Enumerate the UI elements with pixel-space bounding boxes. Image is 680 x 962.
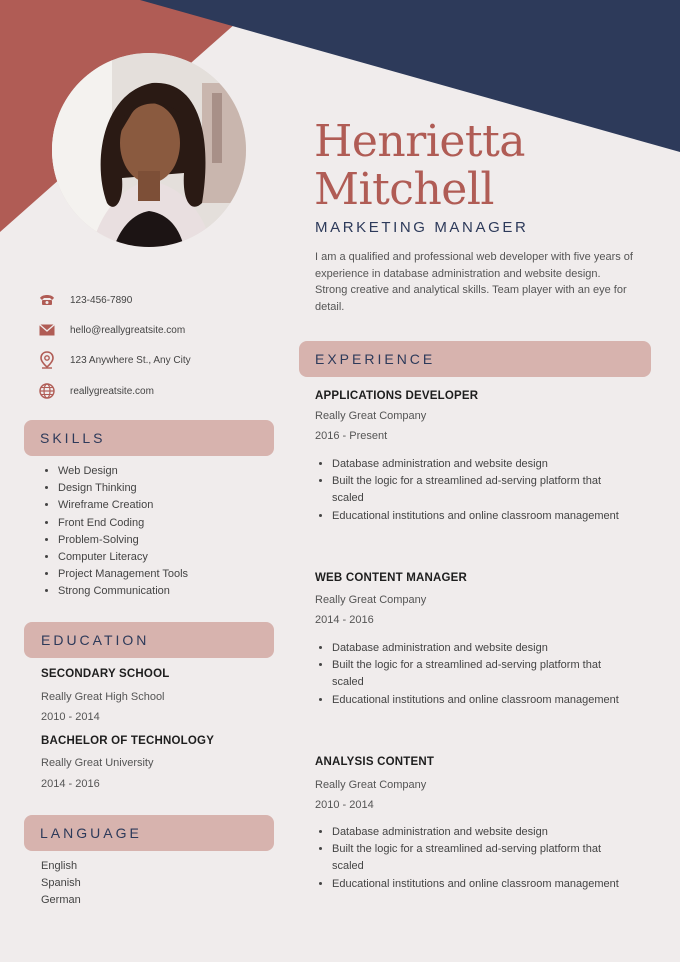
job-title: MARKETING MANAGER xyxy=(315,219,529,236)
skill-item: • Design Thinking xyxy=(58,480,188,497)
job-years: 2014 - 2016 xyxy=(315,614,374,626)
contact-phone xyxy=(38,291,132,309)
job-bullet: • Database administration and website design xyxy=(332,824,632,841)
job-bullet: • Built the logic for a streamlined ad-serving platform that scaled xyxy=(332,473,632,507)
skill-item: • Front End Coding xyxy=(58,515,188,532)
contact-website xyxy=(38,382,154,400)
language-item: English xyxy=(41,860,78,872)
job-bullets xyxy=(315,640,632,709)
job-company: Really Great Company xyxy=(315,410,427,422)
education-degree: SECONDARY SCHOOL xyxy=(41,668,170,680)
job-bullet: • Educational institutions and online classroom management xyxy=(332,508,632,525)
website-text: reallygreatsite.com xyxy=(70,385,154,397)
skills-list xyxy=(41,463,188,601)
job-bullet: • Built the logic for a streamlined ad-serving platform that scaled xyxy=(332,657,632,691)
job-role: WEB CONTENT MANAGER xyxy=(315,572,468,584)
job-years: 2010 - 2014 xyxy=(315,799,374,811)
profile-photo xyxy=(52,53,246,247)
education-years: 2010 - 2014 xyxy=(41,711,100,723)
skills-heading-band xyxy=(24,420,274,456)
contact-email xyxy=(38,321,185,339)
location-pin-icon xyxy=(38,351,56,369)
globe-icon xyxy=(38,382,56,400)
full-name xyxy=(314,118,525,214)
job-bullet: • Educational institutions and online classroom management xyxy=(332,692,632,709)
experience-heading: EXPERIENCE xyxy=(315,351,436,367)
job-bullet: • Educational institutions and online classroom management xyxy=(332,876,632,893)
contact-address xyxy=(38,351,191,369)
address-text: 123 Anywhere St., Any City xyxy=(70,354,191,366)
education-school: Really Great University xyxy=(41,757,154,769)
language-item: Spanish xyxy=(41,877,81,889)
first-name: Henrietta xyxy=(314,116,525,167)
job-role: APPLICATIONS DEVELOPER xyxy=(315,390,479,402)
email-text: hello@reallygreatsite.com xyxy=(70,324,186,336)
job-role: ANALYSIS CONTENT xyxy=(315,756,435,768)
education-heading-band xyxy=(24,622,274,658)
education-heading: EDUCATION xyxy=(41,632,150,648)
job-bullet: • Built the logic for a streamlined ad-serving platform that scaled xyxy=(332,841,632,875)
phone-text: 123-456-7890 xyxy=(70,294,133,306)
job-company: Really Great Company xyxy=(315,594,427,606)
phone-icon xyxy=(38,291,56,309)
language-item: German xyxy=(41,894,81,906)
job-years: 2016 - Present xyxy=(315,430,388,442)
skills-heading: SKILLS xyxy=(40,430,106,446)
job-company: Really Great Company xyxy=(315,779,427,791)
language-heading: LANGUAGE xyxy=(40,825,142,841)
language-list xyxy=(41,858,81,909)
skill-item: • Problem-Solving xyxy=(58,532,188,549)
education-degree: BACHELOR OF TECHNOLOGY xyxy=(41,735,215,747)
mail-icon xyxy=(38,321,56,339)
skill-item: • Wireframe Creation xyxy=(58,497,188,514)
language-heading-band xyxy=(24,815,274,851)
profile-summary: I am a qualified and professional web developer with five years of experience in database administration and website design. Strong creative and analytical skills. Team player with an eye for detail. xyxy=(315,251,633,313)
skill-item: • Computer Literacy xyxy=(58,549,188,566)
last-name: Mitchell xyxy=(314,164,494,215)
job-bullet: • Database administration and website design xyxy=(332,640,632,657)
skill-item: • Strong Communication xyxy=(58,583,188,600)
education-years: 2014 - 2016 xyxy=(41,778,100,790)
skill-item: • Web Design xyxy=(58,463,188,480)
education-school: Really Great High School xyxy=(41,691,165,703)
job-bullet: • Database administration and website design xyxy=(332,456,632,473)
job-bullets xyxy=(315,824,632,893)
skill-item: • Project Management Tools xyxy=(58,566,188,583)
experience-heading-band xyxy=(299,341,651,377)
job-bullets xyxy=(315,456,632,525)
